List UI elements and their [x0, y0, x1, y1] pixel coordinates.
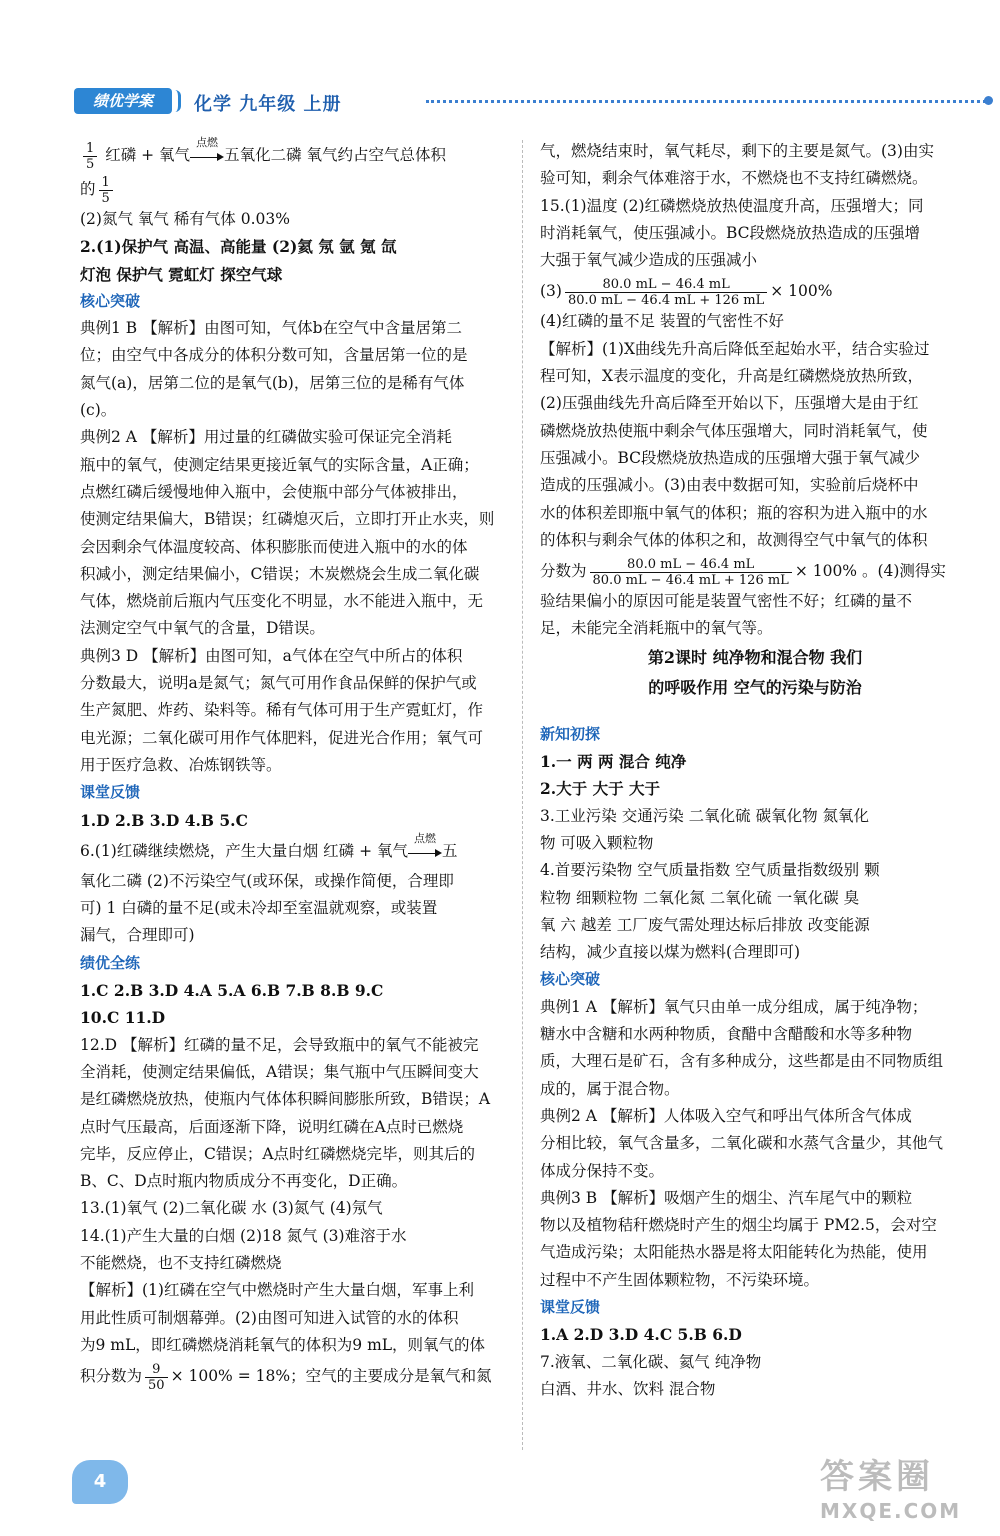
answer-line: 物 可吸入颗粒物: [540, 833, 654, 852]
text-line: 完毕，反应停止，C错误；A点时红磷燃烧完毕，则其后的: [80, 1144, 476, 1163]
answer-line: 7.液氧、二氧化碳、氦气 纯净物: [540, 1352, 762, 1371]
header-dot-icon: [984, 96, 993, 105]
reaction-arrow-icon: 点燃: [190, 149, 224, 163]
text-line: 漏气，合理即可): [80, 926, 195, 945]
answer-line: 积分数为 $\frac{9}{50}$ × 100% = 18%；空气的主要成分是氧气和氮: [80, 1361, 492, 1393]
fraction: $\frac{1}{5}$: [83, 141, 97, 172]
text-line: 使测定结果偏大，B错误；红磷熄灭后，立即打开止水夹，则: [80, 510, 495, 529]
text-line: 生产氮肥、炸药、染料等。稀有气体可用于生产霓虹灯，作: [80, 701, 484, 720]
text-line: (4)红磷的量不足 装置的气密性不好: [540, 312, 784, 331]
answer-line: 粒物 细颗粒物 二氧化氮 二氧化硫 一氧化碳 臭: [540, 888, 860, 907]
answer-line: (2)氮气 氧气 稀有气体 0.03%: [80, 210, 290, 228]
page-number: 4: [72, 1460, 128, 1504]
text-line: 14.(1)产生大量的白烟 (2)18 氮气 (3)难溶于水: [80, 1226, 407, 1245]
text-line: 压强减小。BC段燃烧放热造成的压强增大强于氧气减少: [540, 448, 921, 467]
text-line: 程可知，X表示温度的变化，升高是红磷燃烧放热所致，: [540, 367, 924, 386]
fraction: $\frac{9}{50}$: [145, 1362, 168, 1393]
text-line: 分相比较，氧气含量多，二氧化碳和水蒸气含量少，其他气: [540, 1134, 944, 1153]
lesson-title: 的呼吸作用 空气的污染与防治: [648, 677, 862, 697]
answer-line: 1.一 两 两 混合 纯净: [540, 752, 687, 772]
text-line: 大强于氧气减少造成的压强减小: [540, 251, 758, 270]
answer-line: 氧 六 越差 工厂废气需处理达标后排放 改变能源: [540, 915, 870, 934]
text-line: 磷燃烧放热使瓶中剩余气体压强增大，同时消耗氧气，使: [540, 421, 928, 440]
lesson-title: 第2课时 纯净物和混合物 我们: [647, 647, 863, 667]
text-line: 气造成污染；太阳能热水器是将太阳能转化为热能，使用: [540, 1243, 928, 1262]
section-heading: 新知初探: [540, 724, 601, 743]
text-line: 成的，属于混合物。: [540, 1079, 680, 1098]
text-line: 水的体积差即瓶中氧气的体积；瓶的容积为进入瓶中的水: [540, 503, 928, 522]
text-line: 时消耗氧气，使压强减小。BC段燃烧放热造成的压强增: [540, 223, 921, 242]
answer-line: 6.(1)红磷继续燃烧，产生大量白烟 红磷 + 氧气 点燃 五: [80, 831, 458, 860]
answer-line: (3) $\frac{80.0 mL - 46.4 mL}{80.0 mL - 46.4 mL + 126 mL}$ × 100%: [540, 276, 833, 308]
column-divider: [522, 140, 523, 1450]
header-title: 化学 九年级 上册: [194, 94, 342, 115]
answer-line: [80, 138, 508, 172]
section-heading: 课堂反馈: [80, 783, 141, 802]
answer-line: 白酒、井水、饮料 混合物: [540, 1379, 716, 1398]
text-line: 典例2 A 【解析】人体吸入空气和呼出气体所含气体成: [540, 1106, 912, 1125]
text-line: 验可知，剩余气体难溶于水，不燃烧也不支持红磷燃烧。: [540, 169, 928, 188]
book-logo: 绩优学案: [74, 88, 172, 114]
answer-line: 1.D 2.B 3.D 4.B 5.C: [80, 810, 248, 830]
text-line: 典例1 B 【解析】由图可知，气体b在空气中含量居第二: [80, 319, 463, 338]
page-header: [74, 88, 1000, 118]
watermark: [820, 1455, 990, 1530]
answer-line: 13.(1)氧气 (2)二氧化碳 水 (3)氮气 (4)氖气: [80, 1199, 383, 1218]
fraction: $\frac{1}{5}$: [99, 175, 113, 206]
text-line: 积减小，测定结果偏小，C错误；木炭燃烧会生成二氧化碳: [80, 564, 480, 583]
text-line: 典例3 D 【解析】由图可知，a气体在空气中所占的体积: [80, 646, 463, 665]
left-column: [80, 138, 508, 1393]
text-line: 气体，燃烧前后瓶内气压变化不明显，水不能进入瓶中，无: [80, 592, 484, 611]
text-line: 会因剩余气体温度较高、体积膨胀而使进入瓶中的水的体: [80, 537, 468, 556]
text-line: 是红磷燃烧放热，使瓶内气体体积瞬间膨胀所致，B错误；A: [80, 1090, 491, 1109]
header-dotted-rule: [426, 100, 986, 103]
fraction: $\frac{80.0 mL - 46.4 mL}{80.0 mL - 46.4 mL + 126 mL}$: [565, 277, 767, 308]
section-heading: 绩优全练: [80, 953, 141, 972]
reaction-arrow-icon: 点燃: [408, 845, 442, 859]
text-line: 分数最大，说明a是氮气；氮气可用作食品保鲜的保护气或: [80, 674, 477, 693]
text-line: 【解析】(1)红磷在空气中燃烧时产生大量白烟，军事上利: [80, 1281, 474, 1300]
right-column: [540, 138, 970, 1403]
answer-line: 的 $\frac{1}{5}$: [80, 172, 508, 206]
logo-bracket-icon: [172, 90, 181, 112]
answer-line: 结构，减少直接以煤为燃料(合理即可): [540, 943, 801, 962]
text-line: (2)压强曲线先升高后降至开始以下，压强增大是由于红: [540, 394, 919, 413]
text-line: 过程中不产生固体颗粒物，不污染环境。: [540, 1270, 820, 1289]
text-line: 典例3 B 【解析】吸烟产生的烟尘、汽车尾气中的颗粒: [540, 1188, 913, 1207]
watermark-url: MXQE.COM: [820, 1499, 962, 1523]
watermark-logo: 答案圈: [820, 1457, 934, 1497]
answer-line: 4.首要污染物 空气质量指数 空气质量指数级别 颗: [540, 861, 880, 880]
text-line: 点时气压最高，后面逐渐下降，说明红磷在A点时已燃烧: [80, 1117, 464, 1136]
text-line: 典例1 A 【解析】氧气只由单一成分组成，属于纯净物；: [540, 997, 928, 1016]
text-line: 典例2 A 【解析】用过量的红磷做实验可保证完全消耗: [80, 428, 452, 447]
text-line: B、C、D点时瓶内物质成分不再变化，D正确。: [80, 1172, 408, 1191]
text-line: 瓶中的氧气，使测定结果更接近氧气的实际含量，A正确；: [80, 455, 479, 474]
text-line: 体成分保持不变。: [540, 1161, 665, 1180]
text-line: 氧化二磷 (2)不污染空气(或环保，或操作简便，合理即: [80, 871, 454, 890]
text-line: 电光源；二氧化碳可用作气体肥料，促进光合作用；氧气可: [80, 728, 484, 747]
answer-line: 10.C 11.D: [80, 1008, 166, 1028]
answer-line: 2.大于 大于 大于: [540, 779, 660, 799]
text-line: 【解析】(1)X曲线先升高后降低至起始水平，结合实验过: [540, 339, 930, 358]
text-line: 用此性质可制烟幕弹。(2)由图可知进入试管的水的体积: [80, 1308, 459, 1327]
text-line: 12.D 【解析】红磷的量不足，会导致瓶中的氧气不能被完: [80, 1035, 479, 1054]
text-line: (c)。: [80, 401, 117, 420]
answer-line: 1.C 2.B 3.D 4.A 5.A 6.B 7.B 8.B 9.C: [80, 981, 384, 1001]
section-heading: 核心突破: [540, 970, 601, 989]
answer-line: 1.A 2.D 3.D 4.C 5.B 6.D: [540, 1325, 742, 1345]
answer-line: 2.(1)保护气 高温、高能量 (2)氦 氖 氩 氪 氙: [80, 237, 397, 257]
text-line: 质，大理石是矿石，含有多种成分，这些都是由不同物质组: [540, 1052, 944, 1071]
section-heading: 课堂反馈: [540, 1297, 601, 1316]
text-line: 糖水中含糖和水两种物质，食醋中含醋酸和水等多种物: [540, 1025, 913, 1044]
text-line: 足，未能完全消耗瓶中的氧气等。: [540, 619, 773, 638]
answer-line: 分数为 $\frac{80.0 mL - 46.4 mL}{80.0 mL - 46.4 mL + 126 mL}$ × 100% 。(4)测得实: [540, 556, 946, 588]
text-line: 气，燃烧结束时，氧气耗尽，剩下的主要是氮气。(3)由实: [540, 142, 934, 160]
text-line: 15.(1)温度 (2)红磷燃烧放热使温度升高，压强增大；同: [540, 196, 924, 215]
text-line: 全消耗，使测定结果偏低，A错误；集气瓶中气压瞬间变大: [80, 1062, 479, 1081]
text-line: 为9 mL，即红磷燃烧消耗氧气的体积为9 mL，则氧气的体: [80, 1335, 486, 1354]
text-line: 造成的压强减小。(3)由表中数据可知，实验前后烧杯中: [540, 476, 919, 495]
text-line: 可) 1 白磷的量不足(或未冷却至室温就观察，或装置: [80, 899, 438, 918]
text-line: 的体积与剩余气体的体积之和，故测得空气中氧气的体积: [540, 530, 928, 549]
equation-text: 五氧化二磷 氧气约占空气总体积: [224, 146, 446, 164]
text-line: 位；由空气中各成分的体积分数可知，含量居第一位的是: [80, 346, 468, 365]
equation-text: 红磷 + 氧气: [105, 146, 191, 164]
text-line: 验结果偏小的原因可能是装置气密性不好；红磷的量不: [540, 592, 913, 611]
text-line: 氮气(a)，居第二位的是氧气(b)，居第三位的是稀有气体: [80, 373, 465, 392]
section-heading: 核心突破: [80, 291, 141, 310]
text-line: 不能燃烧，也不支持红磷燃烧: [80, 1253, 282, 1272]
answer-line: 灯泡 保护气 霓虹灯 探空气球: [80, 264, 283, 284]
fraction: $\frac{80.0 mL - 46.4 mL}{80.0 mL - 46.4 mL + 126 mL}$: [590, 557, 792, 588]
text-line: 点燃红磷后缓慢地伸入瓶中，会使瓶中部分气体被排出，: [80, 482, 468, 501]
text-line: 物以及植物秸秆燃烧时产生的烟尘均属于 PM2.5，会对空: [540, 1216, 937, 1235]
answer-line: 3.工业污染 交通污染 二氧化硫 碳氧化物 氮氧化: [540, 806, 869, 825]
text-line: 用于医疗急救、冶炼钢铁等。: [80, 755, 282, 774]
text-line: 法测定空气中氧气的含量，D错误。: [80, 619, 325, 638]
